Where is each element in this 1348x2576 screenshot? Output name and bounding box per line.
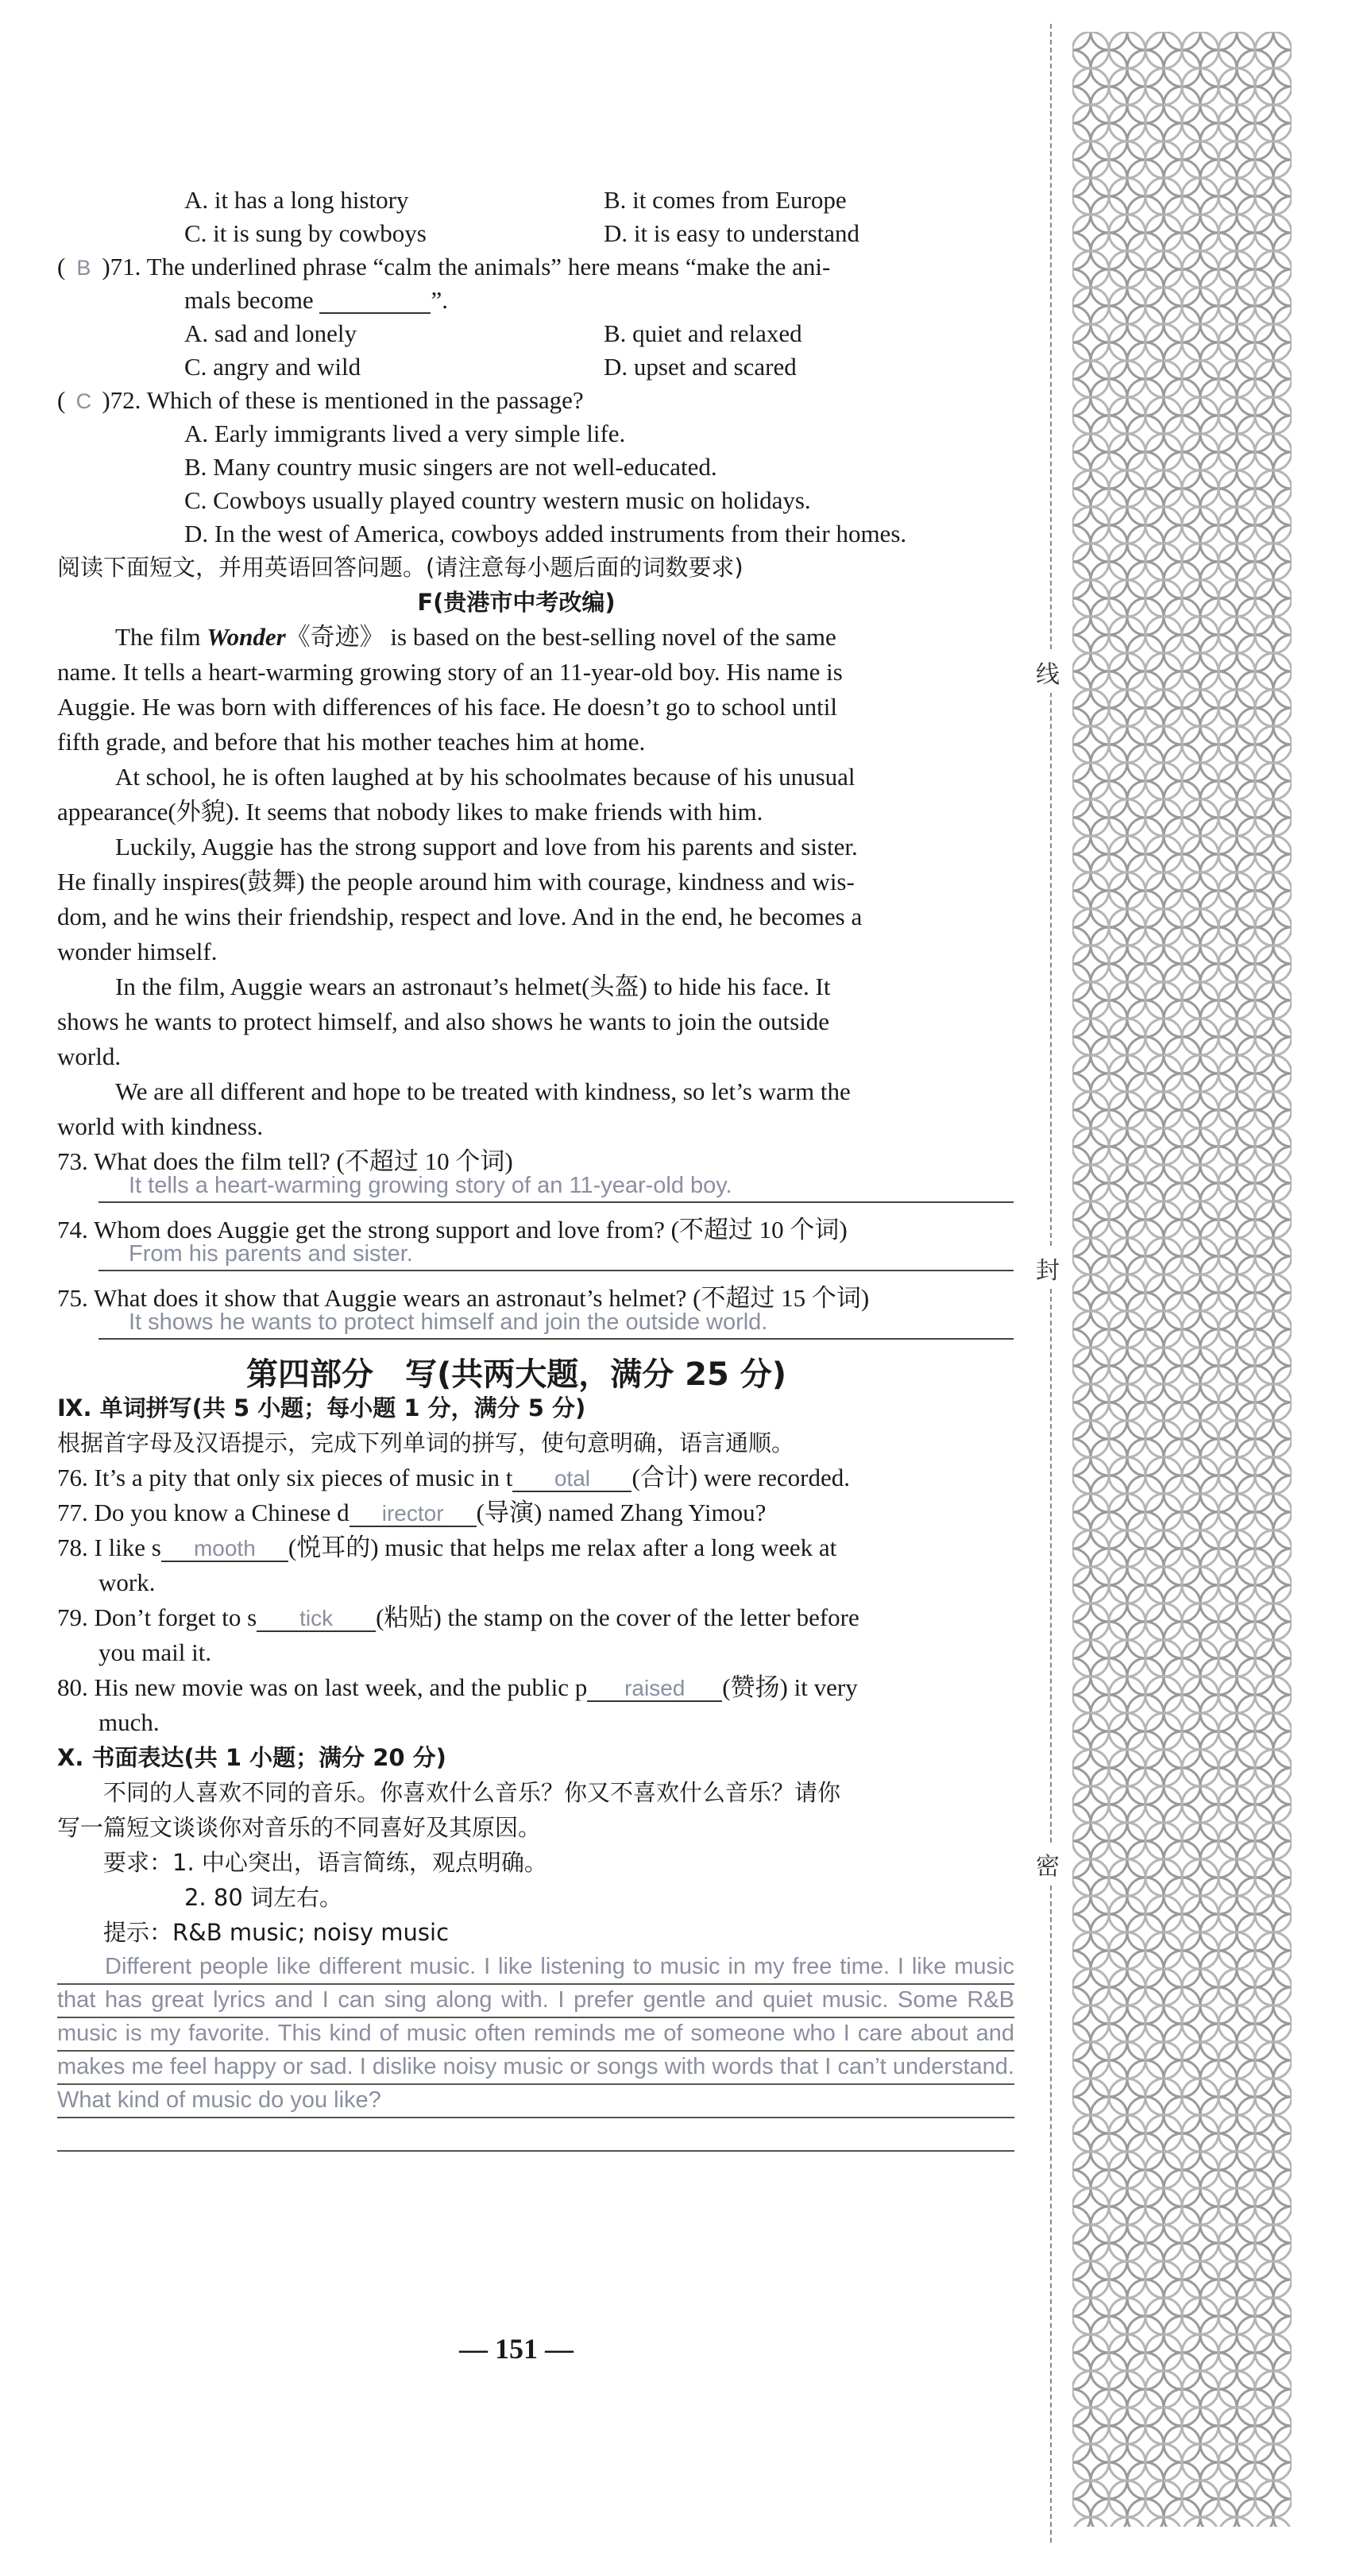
passage-p4-line1: In the film, Auggie wears an astronaut’s helmet(头盔) to hide his face. It [115,973,831,1000]
passage-title: F(贵港市中考改编) [417,589,616,616]
q79-blank[interactable]: tick [257,1606,376,1632]
sec10-hint: 提示：R&B music; noisy music [103,1919,450,1946]
q72-option-a: A. Early immigrants lived a very simple life. [184,420,626,447]
part4-title: 第四部分 写(共两大题，满分 25 分) [245,1356,787,1393]
sec10-prompt-line2: 写一篇短文谈谈你对音乐的不同喜好及其原因。 [57,1814,542,1841]
q74-answer: From his parents and sister. [129,1241,413,1267]
q70-option-d: D. it is easy to understand [604,219,860,247]
passage-p5-line2: world with kindness. [57,1112,264,1140]
q71-stem-line2: mals become ”. [184,286,448,314]
decorative-border-pattern [1072,32,1292,2527]
q78-line2: work. [98,1568,156,1596]
q76-blank[interactable]: otal [512,1466,632,1492]
q71-option-d: D. upset and scared [604,353,797,381]
q79-line2: you mail it. [98,1638,212,1666]
essay-rule-6 [57,2117,1014,2152]
sec9-heading: Ⅸ. 单词拼写(共 5 小题；每小题 1 分，满分 5 分) [57,1394,586,1421]
passage-p3-line1: Luckily, Auggie has the strong support and love from his parents and sister. [115,833,858,861]
side-label-xian: 线 [1036,652,1060,693]
q80: 80. His new movie was on last week, and the public p raised (赞扬) it very [57,1673,858,1701]
q75-answer-line[interactable] [98,1308,1014,1340]
q72-option-b: B. Many country music singers are not well-educated. [184,453,717,481]
q71-option-b: B. quiet and relaxed [604,319,802,347]
q71-option-a: A. sad and lonely [184,319,357,347]
side-label-feng: 封 [1036,1247,1060,1289]
passage-instruction: 阅读下面短文，并用英语回答问题。(请注意每小题后面的词数要求) [57,554,744,581]
sec10-prompt-line1: 不同的人喜欢不同的音乐。你喜欢什么音乐？你又不喜欢什么音乐？请你 [103,1779,841,1806]
film-title: Wonder [207,623,286,651]
q77: 77. Do you know a Chinese d irector (导演) named Zhang Yimou? [57,1499,767,1526]
q73-answer-line[interactable] [98,1171,1014,1203]
q72-stem: ( C )72. Which of these is mentioned in the passage? [57,385,584,417]
passage-p5-line1: We are all different and hope to be treated with kindness, so let’s warm the [115,1077,851,1105]
q78: 78. I like s mooth (悦耳的) music that helps me relax after a long week at [57,1534,837,1561]
sec10-requirement-1: 要求：1. 中心突出，语言简练，观点明确。 [103,1849,547,1876]
essay-text: Different people like different music. I like listening to music in my free time. I like music that has great lyrics and I can sing along with. I prefer gentle and quiet music. Some R&B music is my favorite. This kind of music often reminds me of someone who I care about and makes me feel happy or sad. I dislike noisy music or songs with words that I can’t understand. What kind of music do you like? [57,1954,1014,2113]
passage-p3-line2: He finally inspires(鼓舞) the people around him with courage, kindness and wis- [57,868,855,895]
q71-stem: ( B )71. The underlined phrase “calm the animals” here means “make the ani- [57,251,830,284]
passage-p1-line4: fifth grade, and before that his mother teaches him at home. [57,728,646,756]
q73-question: 73. What does the film tell? (不超过 10 个词) [57,1147,513,1175]
passage-p4-line3: world. [57,1042,122,1070]
q75-answer: It shows he wants to protect himself and join the outside world. [129,1309,768,1335]
q74-answer-line[interactable] [98,1240,1014,1271]
essay-area[interactable] [57,1950,1014,2150]
q72-answer: C [75,389,92,413]
q71-answer: B [76,256,91,280]
passage-p1-line1: The film Wonder《奇迹》 is based on the best-selling novel of the same [115,623,836,651]
q78-blank[interactable]: mooth [161,1536,288,1562]
q72-option-d: D. In the west of America, cowboys added instruments from their homes. [184,520,907,547]
sec9-instruction: 根据首字母及汉语提示，完成下列单词的拼写，使句意明确，语言通顺。 [57,1429,795,1456]
q71-option-c: C. angry and wild [184,353,361,381]
q74-question: 74. Whom does Auggie get the strong support and love from? (不超过 10 个词) [57,1216,848,1244]
q80-line2: much. [98,1708,160,1736]
passage-p4-line2: shows he wants to protect himself, and also shows he wants to join the outside [57,1008,830,1035]
q71-blank[interactable] [319,288,431,314]
side-label-mi: 密 [1036,1843,1060,1885]
q76: 76. It’s a pity that only six pieces of music in t otal (合计) were recorded. [57,1464,850,1491]
sec10-heading: Ⅹ. 书面表达(共 1 小题；满分 20 分) [57,1744,446,1771]
passage-p1-line2: name. It tells a heart-warming growing story of an 11-year-old boy. His name is [57,658,843,686]
page-number: — 151 — [459,2333,574,2365]
q70-option-a: A. it has a long history [184,186,409,214]
q77-blank[interactable]: irector [350,1501,477,1527]
q72-option-c: C. Cowboys usually played country western music on holidays. [184,486,811,514]
q80-blank[interactable]: raised [587,1676,722,1702]
passage-p3-line4: wonder himself. [57,938,218,965]
q70-option-b: B. it comes from Europe [604,186,847,214]
passage-p3-line3: dom, and he wins their friendship, respect and love. And in the end, he becomes a [57,903,863,930]
passage-p1-line3: Auggie. He was born with differences of his face. He doesn’t go to school until [57,693,838,721]
q75-question: 75. What does it show that Auggie wears an astronaut’s helmet? (不超过 15 个词) [57,1284,870,1312]
passage-p2-line2: appearance(外貌). It seems that nobody likes to make friends with him. [57,798,763,826]
passage-p2-line1: At school, he is often laughed at by his schoolmates because of his unusual [115,763,856,791]
sec10-requirement-2: 2. 80 词左右。 [184,1884,343,1911]
q70-option-c: C. it is sung by cowboys [184,219,427,247]
q79: 79. Don’t forget to s tick (粘贴) the stamp on the cover of the letter before [57,1603,859,1631]
q73-answer: It tells a heart-warming growing story of an 11-year-old boy. [129,1173,732,1198]
